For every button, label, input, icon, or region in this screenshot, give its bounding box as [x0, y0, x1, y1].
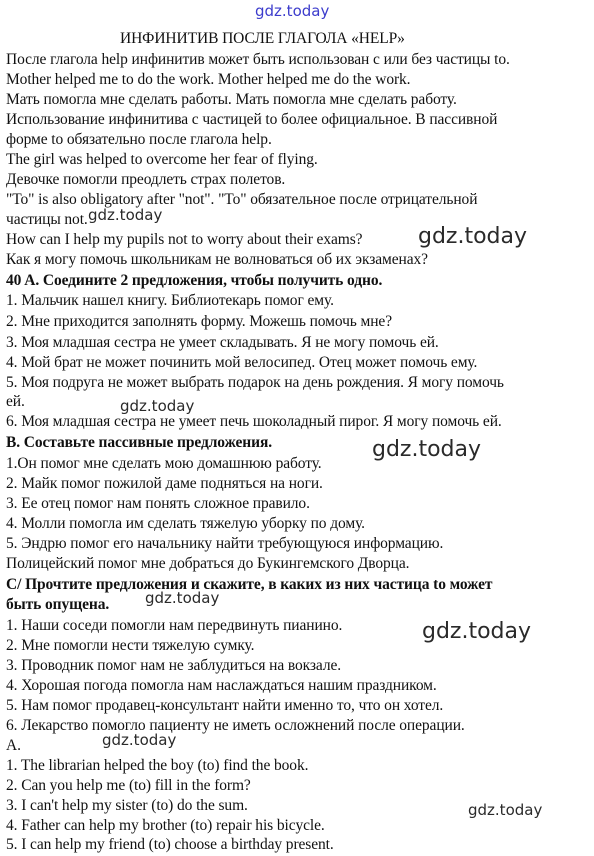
watermark-inline: gdz.today — [88, 206, 163, 224]
watermark: gdz.today — [102, 731, 177, 749]
exercise-b-item: 1.Он помог мне сделать мою домашнюю работу. — [6, 455, 322, 472]
exercise-c-item: 3. Проводник помог нам не заблудиться на вокзале. — [6, 657, 342, 674]
intro-line: Мать помогла мне сделать работы. Мать помогла мне сделать работу. — [6, 91, 457, 108]
answer-line: 5. I can help my friend (to) choose a birthday present. — [6, 836, 334, 853]
exercise-a-item: ей. — [6, 393, 25, 410]
exercise-c-item: 1. Наши соседи помогли нам передвинуть пианино. — [6, 617, 343, 634]
exercise-a-item: 4. Мой брат не может починить мой велосипед. Отец может помочь ему. — [6, 354, 478, 371]
watermark: gdz.today — [468, 801, 543, 819]
exercise-b-item: 2. Майк помог пожилой даме подняться на ноги. — [6, 475, 323, 492]
exercise-b-item: Полицейский помог мне добраться до Букингемского Дворца. — [6, 555, 410, 572]
exercise-a-item: 3. Моя младшая сестра не умеет складывать. Я не могу помочь ей. — [6, 334, 439, 351]
intro-line: How can I help my pupils not to worry about their exams? — [6, 231, 363, 248]
intro-line: Mother helped me to do the work. Mother helped me do the work. — [6, 71, 411, 88]
watermark-large: gdz.today — [418, 224, 528, 249]
exercise-a-heading: 40 A. Соедините 2 предложения, чтобы получить одно. — [6, 272, 383, 289]
watermark-large: gdz.today — [422, 619, 532, 644]
exercise-a-item: 5. Моя подруга не может выбрать подарок на день рождения. Я могу помочь — [6, 374, 504, 391]
exercise-b-item: 3. Ее отец помог нам понять сложное правило. — [6, 495, 310, 512]
intro-line: "To" is also obligatory after "not". "To" обязательное после отрицательной — [6, 191, 478, 208]
document-title: ИНФИНИТИВ ПОСЛЕ ГЛАГОЛА «HELP» — [120, 30, 405, 47]
answer-line: 3. I can't help my sister (to) do the sum. — [6, 797, 248, 814]
intro-line: Использование инфинитива с частицей to более официальное. В пассивной — [6, 111, 498, 128]
exercise-c-item: 6. Лекарство помогло пациенту не иметь осложнений после операции. — [6, 717, 465, 734]
exercise-c-item: 5. Нам помог продавец-консультант найти именно то, что он хотел. — [6, 697, 444, 714]
exercise-c-heading: C/ Прочтите предложения и скажите, в каких из них частица to может — [6, 576, 493, 593]
watermark: gdz.today — [120, 397, 195, 415]
answer-line: 1. The librarian helped the boy (to) find the book. — [6, 757, 309, 774]
intro-line: форме to обязательно после глагола help. — [6, 131, 272, 148]
exercise-b-heading: B. Составьте пассивные предложения. — [6, 434, 273, 451]
answers-label: A. — [6, 737, 21, 754]
intro-line: частицы not. — [6, 211, 88, 228]
watermark-top: gdz.today — [255, 2, 330, 20]
exercise-c-heading: быть опущена. — [6, 596, 110, 613]
exercise-a-item: 1. Мальчик нашел книгу. Библиотекарь помог ему. — [6, 292, 334, 309]
exercise-c-item: 2. Мне помогли нести тяжелую сумку. — [6, 637, 255, 654]
intro-line: The girl was helped to overcome her fear of flying. — [6, 151, 318, 168]
watermark-large: gdz.today — [372, 437, 482, 462]
exercise-a-item: 6. Моя младшая сестра не умеет печь шоколадный пирог. Я могу помочь ей. — [6, 413, 502, 430]
exercise-c-item: 4. Хорошая погода помогла нам наслаждаться нашим праздником. — [6, 677, 437, 694]
exercise-a-item: 2. Мне приходится заполнять форму. Можешь помочь мне? — [6, 313, 392, 330]
exercise-b-item: 5. Эндрю помог его начальнику найти требующуюся информацию. — [6, 535, 444, 552]
watermark: gdz.today — [145, 589, 220, 607]
intro-line: После глагола help инфинитив может быть использован с или без частицы to. — [6, 51, 510, 68]
answer-line: 4. Father can help my brother (to) repair his bicycle. — [6, 817, 325, 834]
intro-line: Девочке помогли преодлеть страх полетов. — [6, 171, 286, 188]
intro-line: Как я могу помочь школьникам не волноваться об их экзаменах? — [6, 251, 428, 268]
answer-line: 2. Can you help me (to) fill in the form? — [6, 777, 251, 794]
exercise-b-item: 4. Молли помогла им сделать тяжелую уборку по дому. — [6, 515, 365, 532]
